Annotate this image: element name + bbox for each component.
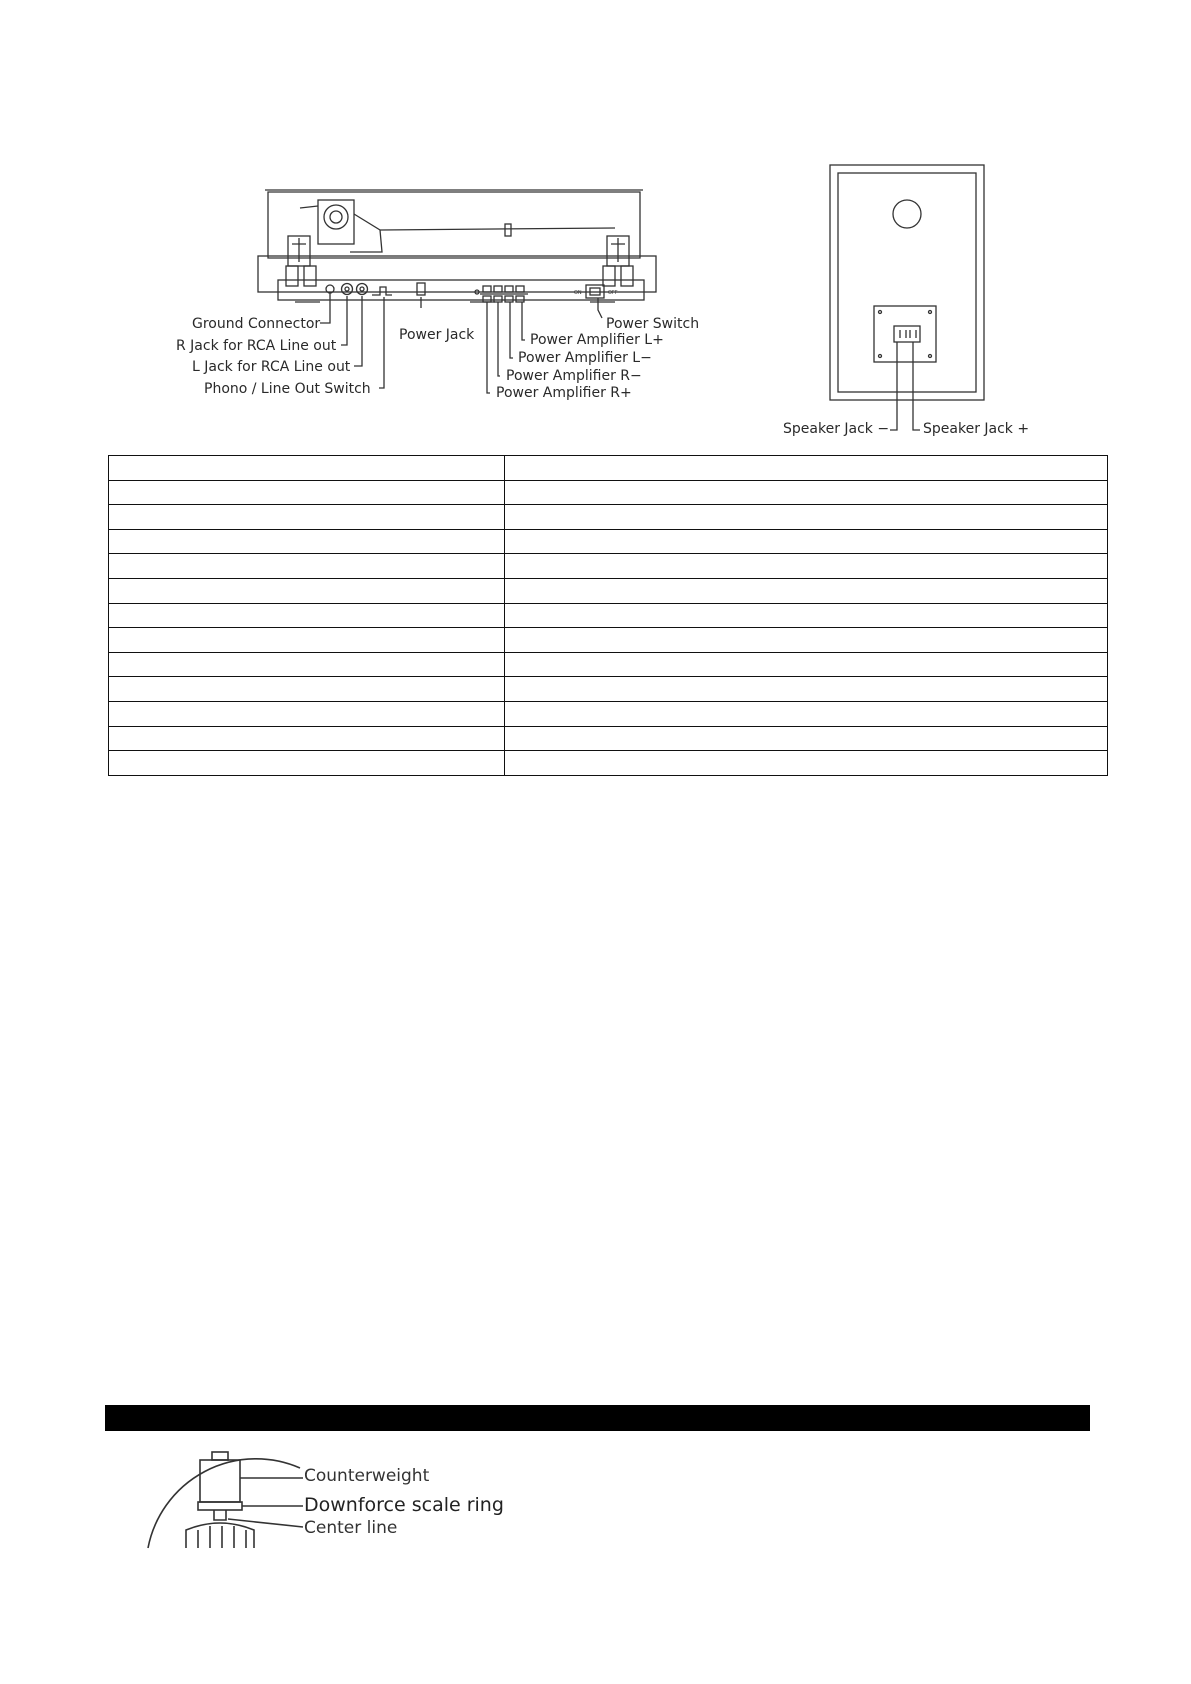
amp-l-minus-label: Power Amplifier L− <box>518 350 652 366</box>
phono-line-switch-label: Phono / Line Out Switch <box>204 381 371 397</box>
speaker-jack-plus-label: Speaker Jack + <box>923 421 1030 437</box>
counterweight-label: Counterweight <box>304 1466 430 1486</box>
amp-r-minus-label: Power Amplifier R− <box>506 368 642 384</box>
amp-l-plus-label: Power Amplifier L+ <box>530 332 664 348</box>
amp-r-plus-label: Power Amplifier R+ <box>496 385 632 401</box>
speaker-jack-minus-label: Speaker Jack − <box>783 421 890 437</box>
switch-off-text: OFF <box>608 290 618 296</box>
ground-connector-label: Ground Connector <box>192 316 321 332</box>
switch-on-text: ON <box>574 290 582 296</box>
r-jack-label: R Jack for RCA Line out <box>176 338 337 354</box>
center-line-label: Center line <box>304 1518 398 1538</box>
power-jack-label: Power Jack <box>399 327 475 343</box>
power-switch-label: Power Switch <box>606 316 700 332</box>
l-jack-label: L Jack for RCA Line out <box>192 359 351 375</box>
downforce-ring-label: Downforce scale ring <box>304 1494 504 1516</box>
